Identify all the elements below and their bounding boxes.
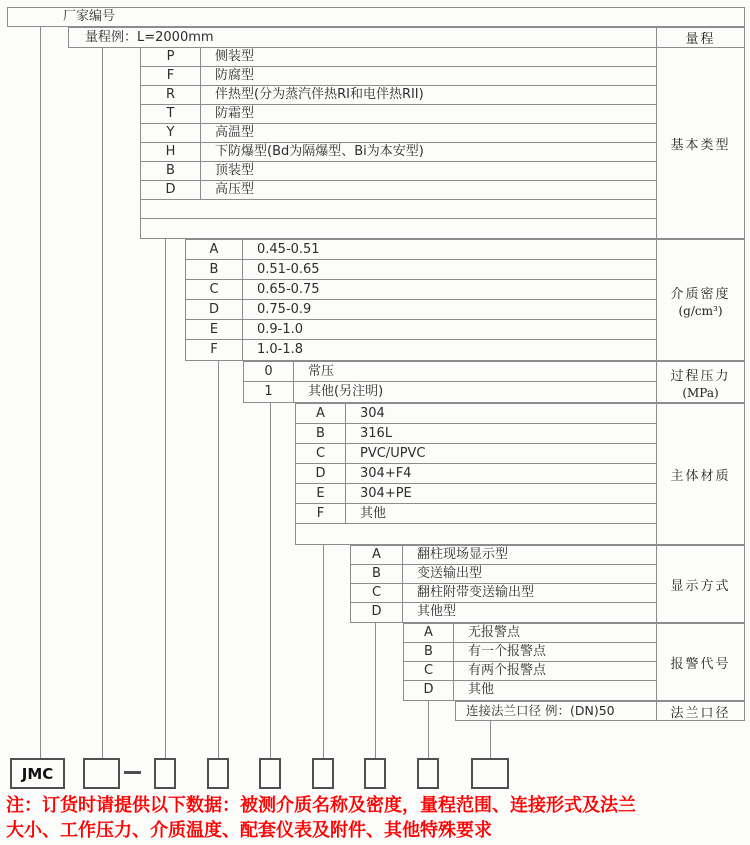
density-row-F bbox=[186, 340, 657, 360]
description-cell: 0.65-0.75 bbox=[257, 282, 320, 297]
code-cell: A bbox=[351, 546, 403, 564]
code-cell: P bbox=[141, 48, 201, 66]
basic_type-row-Y bbox=[141, 124, 657, 143]
code-cell: 1 bbox=[244, 382, 294, 402]
material-row-empty-6 bbox=[296, 524, 657, 544]
code-cell: 0 bbox=[244, 362, 294, 381]
code-cell: E bbox=[186, 320, 243, 339]
section-density bbox=[185, 239, 745, 361]
model-box-flange bbox=[471, 758, 509, 789]
description-cell: 下防爆型(Bd为隔爆型、Bi为本安型) bbox=[215, 144, 424, 159]
code-cell: D bbox=[404, 681, 454, 700]
description-cell: 其他 bbox=[468, 682, 495, 697]
pressure-rows bbox=[244, 362, 657, 402]
description-cell: 伴热型(分为蒸汽伴热RI和电伴热RII) bbox=[215, 87, 424, 102]
flange-row bbox=[455, 701, 745, 721]
connector-line-material bbox=[323, 545, 324, 758]
connector-line-display-mode bbox=[375, 623, 376, 758]
basic_type-row-R bbox=[141, 86, 657, 105]
description-cell: 1.0-1.8 bbox=[257, 342, 304, 357]
description-cell: 0.51-0.65 bbox=[257, 262, 320, 277]
ordering-note-line1: 注：订货时请提供以下数据：被测介质名称及密度，量程范围、连接形式及法兰 bbox=[6, 795, 636, 816]
description-cell: 其他(另注明) bbox=[308, 384, 384, 399]
empty-cell bbox=[141, 200, 657, 218]
range-example-text: 量程例：L=2000mm bbox=[85, 30, 214, 45]
model-box-pressure bbox=[259, 758, 281, 789]
manufacturer-number-label: 厂家编号 bbox=[63, 9, 116, 24]
display-row-A bbox=[351, 546, 657, 565]
flange-label: 法兰口径 bbox=[656, 702, 744, 720]
code-cell: D bbox=[296, 464, 346, 483]
connector-line-manufacturer bbox=[40, 27, 41, 758]
model-prefix-box: JMC bbox=[10, 758, 65, 789]
code-cell: B bbox=[404, 643, 454, 661]
code-cell: B bbox=[186, 260, 243, 279]
description-cell: 翻柱现场显示型 bbox=[417, 547, 509, 562]
alarm-row-C bbox=[404, 662, 657, 681]
flange-size-text: 连接法兰口径 例：(DN)50 bbox=[466, 703, 615, 718]
alarm-code-rows bbox=[404, 624, 657, 700]
description-cell: 变送输出型 bbox=[417, 566, 483, 581]
alarm-row-A bbox=[404, 624, 657, 643]
basic_type-row-F bbox=[141, 67, 657, 86]
alarm-row-D bbox=[404, 681, 657, 700]
code-cell: E bbox=[296, 484, 346, 503]
display-mode-rows bbox=[351, 546, 657, 622]
description-cell: 无报警点 bbox=[468, 625, 521, 640]
description-cell: 高压型 bbox=[215, 182, 255, 197]
display-row-B bbox=[351, 565, 657, 584]
material-row-F bbox=[296, 504, 657, 524]
alarm-row-B bbox=[404, 643, 657, 662]
display-row-D bbox=[351, 603, 657, 622]
connector-line-pressure bbox=[270, 403, 271, 758]
basic_type-row-T bbox=[141, 105, 657, 124]
density-row-B bbox=[186, 260, 657, 280]
code-cell: A bbox=[186, 240, 243, 259]
basic_type-row-D bbox=[141, 181, 657, 200]
description-cell: 高温型 bbox=[215, 125, 255, 140]
code-cell: Y bbox=[141, 124, 201, 142]
model-box-display-mode bbox=[364, 758, 386, 789]
basic-type-rows bbox=[141, 48, 657, 238]
basic_type-row-H bbox=[141, 143, 657, 162]
description-cell: 防腐型 bbox=[215, 68, 255, 83]
section-label-unit: (MPa) bbox=[682, 385, 719, 400]
description-cell: 其他型 bbox=[417, 604, 457, 619]
description-cell: 有一个报警点 bbox=[468, 644, 547, 659]
description-cell: 316L bbox=[360, 426, 393, 441]
code-cell: C bbox=[186, 280, 243, 299]
connector-line-density bbox=[218, 361, 219, 758]
range-label: 量程 bbox=[656, 28, 744, 47]
section-basic-type bbox=[140, 47, 745, 239]
material-row-D bbox=[296, 464, 657, 484]
code-cell: C bbox=[404, 662, 454, 680]
section-alarm-code bbox=[403, 623, 745, 701]
basic_type-row-empty-9 bbox=[141, 219, 657, 238]
section-label-density bbox=[656, 240, 744, 360]
display-row-C bbox=[351, 584, 657, 603]
description-cell: 0.75-0.9 bbox=[257, 302, 312, 317]
code-cell: F bbox=[296, 504, 346, 523]
connector-line-alarm-code bbox=[428, 701, 429, 758]
code-cell: D bbox=[186, 300, 243, 319]
description-cell: 304 bbox=[360, 406, 385, 421]
basic_type-row-B bbox=[141, 162, 657, 181]
range-row bbox=[68, 27, 745, 48]
model-box-density bbox=[207, 758, 229, 789]
code-cell: B bbox=[351, 565, 403, 583]
basic_type-row-P bbox=[141, 48, 657, 67]
description-cell: 侧装型 bbox=[215, 49, 255, 64]
section-label-text: 基本类型 bbox=[670, 137, 731, 153]
code-cell: H bbox=[141, 143, 201, 161]
code-cell: B bbox=[141, 162, 201, 180]
connector-line-basic-type bbox=[165, 239, 166, 758]
code-cell: C bbox=[351, 584, 403, 602]
code-cell: F bbox=[186, 340, 243, 360]
model-separator-dash bbox=[124, 771, 141, 774]
description-cell: 顶装型 bbox=[215, 163, 255, 178]
section-label-text: 介质密度 bbox=[670, 286, 731, 302]
density-row-E bbox=[186, 320, 657, 340]
section-label-unit: (g/cm³) bbox=[678, 303, 723, 318]
code-cell: C bbox=[296, 444, 346, 463]
description-cell: 防霜型 bbox=[215, 106, 255, 121]
section-pressure bbox=[243, 361, 745, 403]
section-display-mode bbox=[350, 545, 745, 623]
material-row-C bbox=[296, 444, 657, 464]
density-row-D bbox=[186, 300, 657, 320]
code-cell: B bbox=[296, 424, 346, 443]
code-cell: T bbox=[141, 105, 201, 123]
code-cell: F bbox=[141, 67, 201, 85]
model-box-alarm-code bbox=[417, 758, 439, 789]
code-cell: D bbox=[141, 181, 201, 199]
section-label-text: 显示方式 bbox=[670, 578, 731, 594]
model-box-range bbox=[83, 758, 120, 789]
material-row-A bbox=[296, 404, 657, 424]
empty-cell bbox=[141, 219, 657, 238]
manufacturer-number-row bbox=[7, 7, 745, 27]
pressure-row-0 bbox=[244, 362, 657, 382]
connector-line-flange bbox=[490, 721, 491, 758]
description-cell: 304+PE bbox=[360, 486, 412, 501]
basic_type-row-empty-8 bbox=[141, 200, 657, 219]
description-cell: 有两个报警点 bbox=[468, 663, 547, 678]
description-cell: 0.45-0.51 bbox=[257, 242, 320, 257]
description-cell: 翻柱附带变送输出型 bbox=[417, 585, 535, 600]
section-label-alarm-code bbox=[656, 624, 744, 700]
section-label-display-mode bbox=[656, 546, 744, 622]
code-cell: A bbox=[296, 404, 346, 423]
code-cell: R bbox=[141, 86, 201, 104]
ordering-note bbox=[6, 793, 746, 843]
model-box-material bbox=[312, 758, 334, 789]
material-rows bbox=[296, 404, 657, 544]
connector-line-range bbox=[102, 47, 103, 758]
code-cell: A bbox=[404, 624, 454, 642]
description-cell: 常压 bbox=[308, 364, 335, 379]
description-cell: 其他 bbox=[360, 506, 387, 521]
material-row-B bbox=[296, 424, 657, 444]
model-box-basic-type bbox=[154, 758, 176, 789]
density-row-A bbox=[186, 240, 657, 260]
pressure-row-1 bbox=[244, 382, 657, 402]
section-label-text: 过程压力 bbox=[670, 368, 731, 384]
code-cell: D bbox=[351, 603, 403, 622]
section-label-text: 报警代号 bbox=[670, 656, 731, 672]
section-material bbox=[295, 403, 745, 545]
section-label-material bbox=[656, 404, 744, 544]
description-cell: PVC/UPVC bbox=[360, 446, 426, 461]
empty-cell bbox=[296, 524, 657, 544]
density-rows bbox=[186, 240, 657, 360]
material-row-E bbox=[296, 484, 657, 504]
section-label-basic-type bbox=[656, 48, 744, 238]
description-cell: 304+F4 bbox=[360, 466, 412, 481]
section-label-pressure bbox=[656, 362, 744, 402]
density-row-C bbox=[186, 280, 657, 300]
ordering-note-line2: 大小、工作压力、介质温度、配套仪表及附件、其他特殊要求 bbox=[6, 820, 492, 841]
section-label-text: 主体材质 bbox=[670, 468, 731, 484]
description-cell: 0.9-1.0 bbox=[257, 322, 304, 337]
